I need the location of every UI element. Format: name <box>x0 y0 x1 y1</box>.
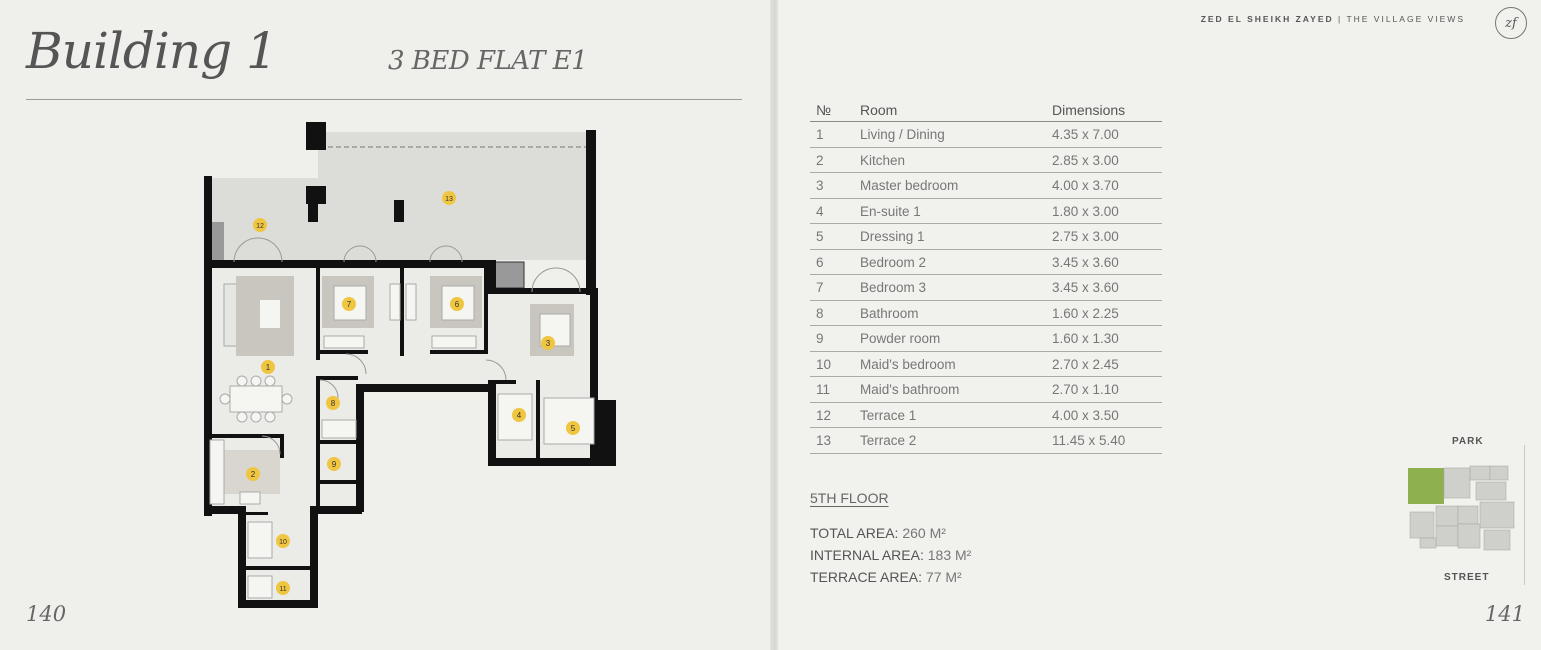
room-marker-11 <box>276 581 290 595</box>
wardrobe <box>324 336 364 348</box>
cell-dimensions: 2.70 x 1.10 <box>1046 377 1162 403</box>
table-row <box>810 428 1162 454</box>
cell-dimensions: 4.00 x 3.70 <box>1046 173 1162 199</box>
cell-dimensions: 2.75 x 3.00 <box>1046 224 1162 250</box>
svg-text:6: 6 <box>454 300 460 309</box>
room-marker-2 <box>246 467 260 481</box>
cell-dimensions: 1.80 x 3.00 <box>1046 198 1162 224</box>
dressing-floor <box>544 398 594 444</box>
bathtub <box>322 420 356 438</box>
cell-number: 10 <box>810 351 854 377</box>
svg-text:7: 7 <box>346 300 352 309</box>
cell-number: 13 <box>810 428 854 454</box>
room-marker-10 <box>276 534 290 548</box>
svg-text:1: 1 <box>265 363 271 372</box>
floor-label: 5TH FLOOR <box>810 490 889 506</box>
svg-text:11: 11 <box>279 586 287 593</box>
svg-text:10: 10 <box>279 539 287 546</box>
svg-text:9: 9 <box>331 460 337 469</box>
cell-number: 7 <box>810 275 854 301</box>
cell-number: 5 <box>810 224 854 250</box>
area-value: 183 M² <box>927 547 972 563</box>
svg-text:13: 13 <box>445 196 453 203</box>
cell-room: Terrace 2 <box>854 428 1046 454</box>
svg-text:2: 2 <box>250 470 256 479</box>
cell-room: Master bedroom <box>854 173 1046 199</box>
room-marker-3 <box>541 336 555 350</box>
area-label: INTERNAL AREA: <box>810 547 924 563</box>
header-project: THE VILLAGE VIEWS <box>1346 14 1465 24</box>
cell-room: En-suite 1 <box>854 198 1046 224</box>
column-header-room: Room <box>854 100 1046 122</box>
room-marker-4 <box>512 408 526 422</box>
cell-dimensions: 2.85 x 3.00 <box>1046 147 1162 173</box>
keyplan-street-label: STREET <box>1444 572 1490 583</box>
room-marker-1 <box>261 360 275 374</box>
room-marker-5 <box>566 421 580 435</box>
table-row <box>810 173 1162 199</box>
stove <box>240 492 260 504</box>
plan-title: 3 BED FLAT E1 <box>388 46 588 76</box>
cell-number: 9 <box>810 326 854 352</box>
cell-dimensions: 1.60 x 1.30 <box>1046 326 1162 352</box>
cell-room: Bedroom 3 <box>854 275 1046 301</box>
right-page <box>778 0 1541 650</box>
cell-number: 8 <box>810 300 854 326</box>
header-brand: ZED EL SHEIKH ZAYED <box>1200 14 1334 24</box>
key-plan <box>1406 462 1518 556</box>
cell-room: Bedroom 2 <box>854 249 1046 275</box>
svg-text:3: 3 <box>545 339 551 348</box>
svg-text:8: 8 <box>330 399 336 408</box>
terrace-1-floor <box>210 178 320 260</box>
area-value: 77 M² <box>925 569 962 585</box>
cell-dimensions: 4.35 x 7.00 <box>1046 122 1162 148</box>
cell-dimensions: 1.60 x 2.25 <box>1046 300 1162 326</box>
shaft <box>494 262 524 288</box>
cell-room: Kitchen <box>854 147 1046 173</box>
table-row <box>810 402 1162 428</box>
building-title: Building 1 <box>26 22 277 80</box>
table-row <box>810 351 1162 377</box>
maid-shower <box>248 576 272 598</box>
table-row <box>810 249 1162 275</box>
room-marker-13 <box>442 191 456 205</box>
cell-number: 1 <box>810 122 854 148</box>
table-header-row <box>810 100 1162 122</box>
room-marker-12 <box>253 218 267 232</box>
logo-monogram: zf <box>1505 15 1517 31</box>
dining-table <box>230 386 282 412</box>
table-row <box>810 326 1162 352</box>
svg-text:12: 12 <box>256 223 264 230</box>
brochure-header <box>1201 14 1465 24</box>
table-row <box>810 198 1162 224</box>
page-number-right: 141 <box>1484 602 1525 626</box>
keyplan-park-label: PARK <box>1452 436 1484 447</box>
title-divider <box>26 99 742 100</box>
maid-bed <box>248 522 272 558</box>
cell-dimensions: 3.45 x 3.60 <box>1046 249 1162 275</box>
header-separator: | <box>1338 14 1343 24</box>
cell-number: 2 <box>810 147 854 173</box>
cell-room: Powder room <box>854 326 1046 352</box>
cell-room: Dressing 1 <box>854 224 1046 250</box>
cell-room: Terrace 1 <box>854 402 1046 428</box>
cell-number: 3 <box>810 173 854 199</box>
cell-number: 4 <box>810 198 854 224</box>
cell-number: 12 <box>810 402 854 428</box>
area-label: TERRACE AREA: <box>810 569 923 585</box>
terrace-area <box>810 569 962 585</box>
cell-room: Maid's bedroom <box>854 351 1046 377</box>
cell-number: 6 <box>810 249 854 275</box>
floor-plan <box>200 120 620 612</box>
area-value: 260 M² <box>902 525 946 541</box>
cell-dimensions: 11.45 x 5.40 <box>1046 428 1162 454</box>
internal-area <box>810 547 971 563</box>
desk <box>390 284 400 320</box>
cell-room: Bathroom <box>854 300 1046 326</box>
table-row <box>810 224 1162 250</box>
wardrobe <box>432 336 476 348</box>
column-header-number: № <box>810 100 854 122</box>
table-row <box>810 275 1162 301</box>
kitchen-counter <box>210 440 224 504</box>
room-marker-8 <box>326 396 340 410</box>
desk <box>406 284 416 320</box>
room-dimensions-table <box>810 100 1162 454</box>
table-row <box>810 147 1162 173</box>
cell-room: Maid's bathroom <box>854 377 1046 403</box>
brand-logo <box>1495 7 1527 39</box>
area-label: TOTAL AREA: <box>810 525 899 541</box>
total-area <box>810 525 946 541</box>
cell-room: Living / Dining <box>854 122 1046 148</box>
table-row <box>810 122 1162 148</box>
keyplan-divider <box>1524 445 1525 585</box>
page-number-left: 140 <box>26 602 67 626</box>
keyplan-highlight <box>1408 468 1444 504</box>
svg-text:4: 4 <box>516 411 522 420</box>
cell-dimensions: 4.00 x 3.50 <box>1046 402 1162 428</box>
cell-dimensions: 3.45 x 3.60 <box>1046 275 1162 301</box>
table-row <box>810 377 1162 403</box>
table-row <box>810 300 1162 326</box>
table-body <box>810 122 1162 454</box>
room-marker-6 <box>450 297 464 311</box>
cell-dimensions: 2.70 x 2.45 <box>1046 351 1162 377</box>
cell-number: 11 <box>810 377 854 403</box>
svg-text:5: 5 <box>570 424 576 433</box>
coffee-table <box>260 300 280 328</box>
room-marker-9 <box>327 457 341 471</box>
room-marker-7 <box>342 297 356 311</box>
column-header-dimensions: Dimensions <box>1046 100 1162 122</box>
